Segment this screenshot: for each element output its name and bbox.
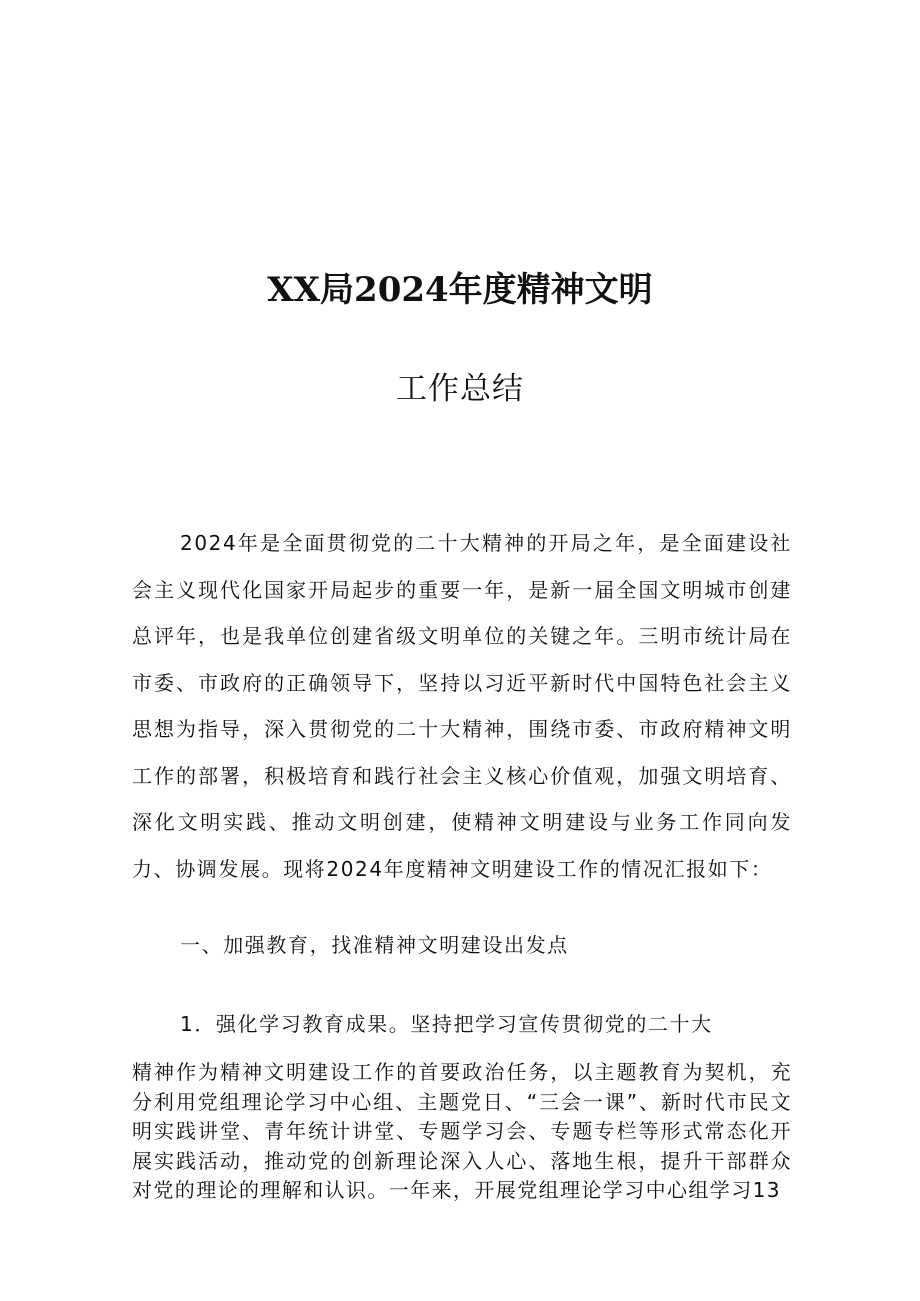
intro-paragraph: 2024年是全面贯彻党的二十大精神的开局之年，是全面建设社会主义现代化国家开局起步的重要一年，是新一届全国文明城市创建总评年，也是我单位创建省级文明单位的关键之年。三明市统计局在市委、市政府的正确领导下，坚持以习近平新时代中国特色社会主义思想为指导，深入贯彻党的二十大精神，围绕市委、市政府精神文明工作的部署，积极培育和践行社会主义核心价值观，加强文明培育、深化文明实践、推动文明创建，使精神文明建设与业务工作同向发力、协调发展。现将2024年度精神文明建设工作的情况汇报如下： [132,531,792,881]
document-title-line1: XX局2024年度精神文明 [267,270,653,310]
section-heading-1: 一、加强教育，找准精神文明建设出发点 [180,933,569,957]
document-title-line2: 工作总结 [396,371,524,407]
item-1-title: 1．强化学习教育成果。坚持把学习宣传贯彻党的二十大 [180,1012,713,1036]
item-1-body: 精神作为精神文明建设工作的首要政治任务，以主题教育为契机，充分利用党组理论学习中心组、主题党日、“三会一课”、新时代市民文明实践讲堂、青年统计讲堂、专题学习会、专题专栏等形式常态化开展实践活动，推动党的创新理论深入人心、落地生根，提升干部群众对党的理论的理解和认识。一年来，开展党组理论学习中心组学习13 [132,1060,792,1202]
